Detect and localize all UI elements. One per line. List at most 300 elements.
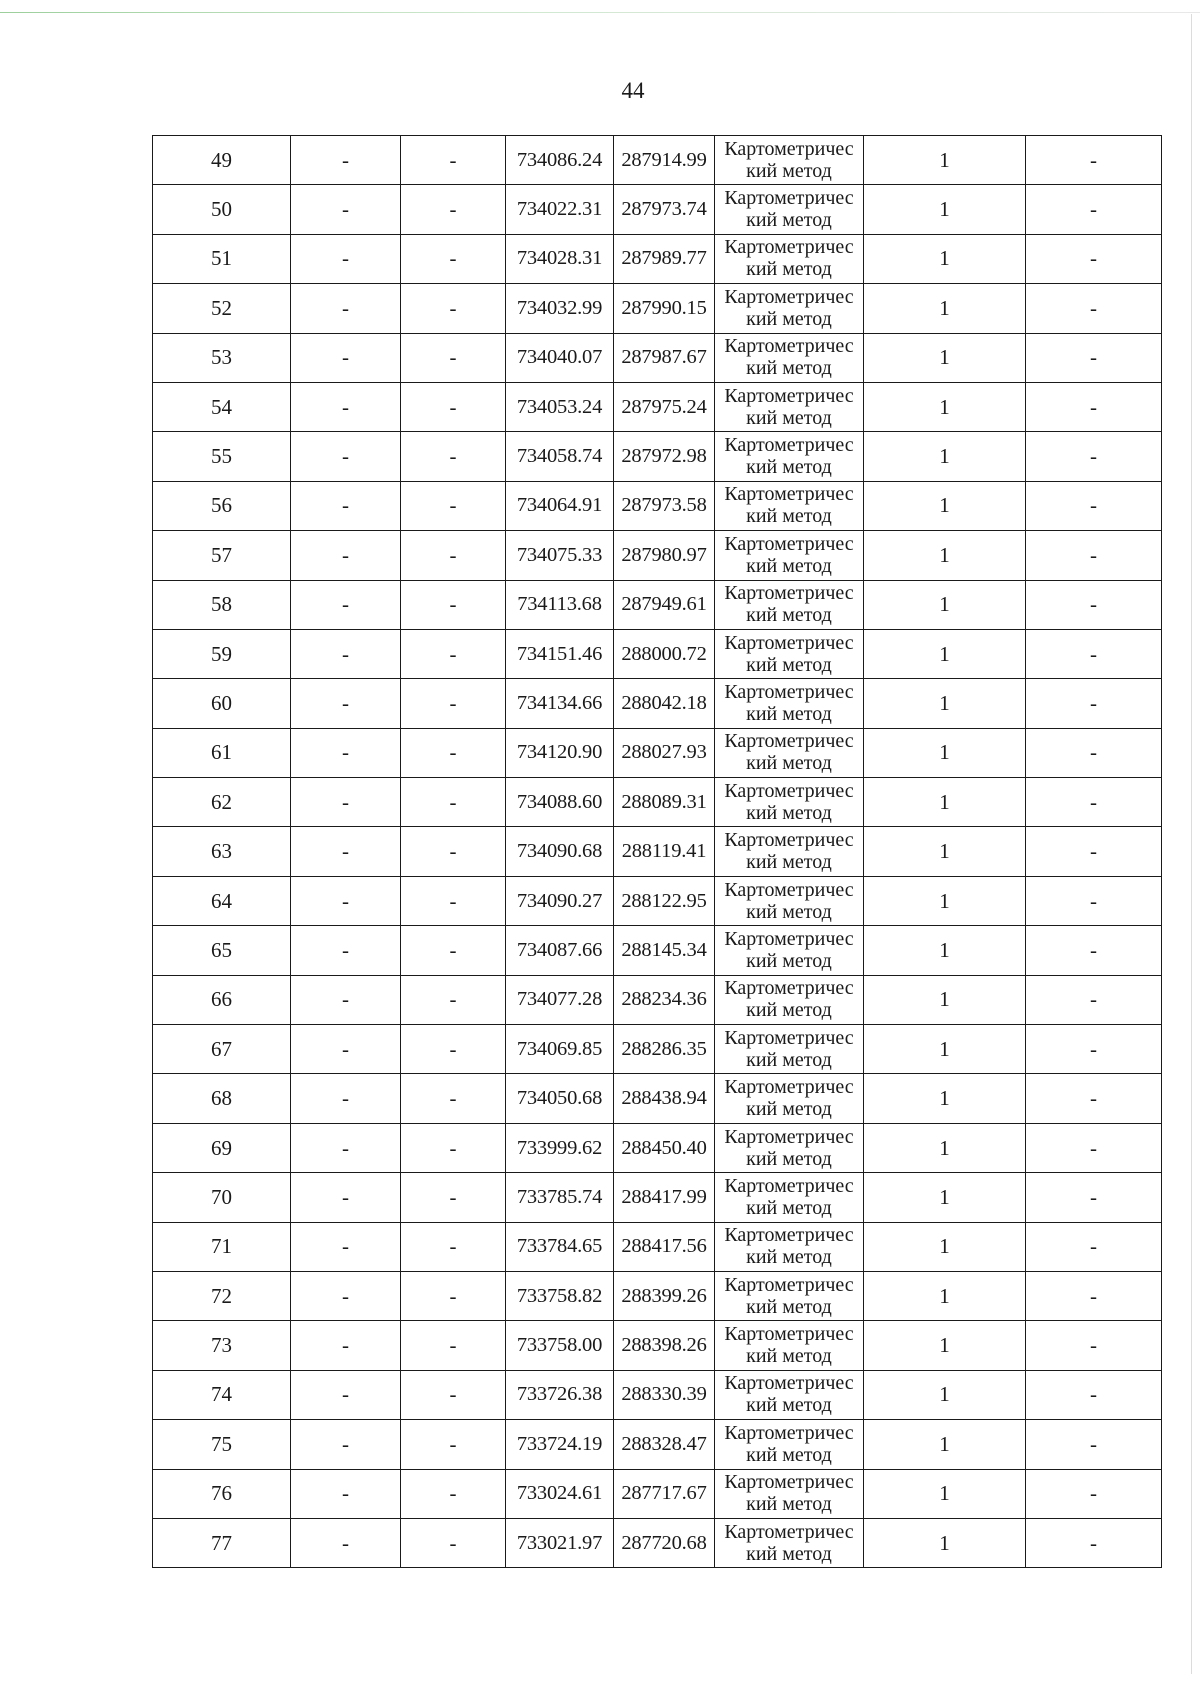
x-coordinate-cell: 734151.46	[506, 629, 614, 678]
point-number-cell: 68	[153, 1074, 291, 1123]
method-cell	[715, 1271, 864, 1320]
dash-cell: -	[291, 778, 401, 827]
method-line-2: кий метод	[746, 1048, 832, 1071]
y-coordinate-cell: 288042.18	[614, 679, 715, 728]
dash-cell: -	[291, 1469, 401, 1518]
dash-cell: -	[1026, 827, 1162, 876]
accuracy-cell: 1	[864, 1321, 1026, 1370]
method-cell	[715, 136, 864, 185]
method-line-2: кий метод	[746, 604, 832, 627]
point-number-cell: 63	[153, 827, 291, 876]
y-coordinate-cell: 287949.61	[614, 580, 715, 629]
method-line-2: кий метод	[746, 999, 832, 1022]
dash-cell: -	[401, 234, 506, 283]
method-line-2: кий метод	[746, 554, 832, 577]
dash-cell: -	[401, 333, 506, 382]
table-row	[153, 1173, 1162, 1222]
method-line-1: Картометричес	[724, 631, 854, 654]
point-number-cell: 57	[153, 531, 291, 580]
table-row	[153, 1469, 1162, 1518]
accuracy-cell: 1	[864, 382, 1026, 431]
dash-cell: -	[1026, 926, 1162, 975]
point-number-cell: 70	[153, 1173, 291, 1222]
method-cell	[715, 481, 864, 530]
accuracy-cell: 1	[864, 1123, 1026, 1172]
method-line-2: кий метод	[746, 653, 832, 676]
dash-cell: -	[291, 827, 401, 876]
point-number-cell: 55	[153, 432, 291, 481]
x-coordinate-cell: 734050.68	[506, 1074, 614, 1123]
dash-cell: -	[1026, 1074, 1162, 1123]
y-coordinate-cell: 287980.97	[614, 531, 715, 580]
dash-cell: -	[401, 531, 506, 580]
x-coordinate-cell: 733758.00	[506, 1321, 614, 1370]
point-number-cell: 61	[153, 728, 291, 777]
y-coordinate-cell: 288328.47	[614, 1420, 715, 1469]
method-line-2: кий метод	[746, 801, 832, 824]
method-line-2: кий метод	[746, 456, 832, 479]
point-number-cell: 77	[153, 1518, 291, 1567]
method-cell	[715, 926, 864, 975]
dash-cell: -	[291, 136, 401, 185]
x-coordinate-cell: 734022.31	[506, 185, 614, 234]
scan-right-edge	[1191, 14, 1192, 1674]
method-line-2: кий метод	[746, 406, 832, 429]
x-coordinate-cell: 734087.66	[506, 926, 614, 975]
accuracy-cell: 1	[864, 1222, 1026, 1271]
y-coordinate-cell: 287990.15	[614, 284, 715, 333]
method-line-2: кий метод	[746, 505, 832, 528]
dash-cell: -	[401, 382, 506, 431]
point-number-cell: 49	[153, 136, 291, 185]
dash-cell: -	[291, 333, 401, 382]
y-coordinate-cell: 287989.77	[614, 234, 715, 283]
point-number-cell: 50	[153, 185, 291, 234]
method-line-2: кий метод	[746, 1493, 832, 1516]
dash-cell: -	[291, 876, 401, 925]
dash-cell: -	[291, 1123, 401, 1172]
dash-cell: -	[401, 1469, 506, 1518]
y-coordinate-cell: 287975.24	[614, 382, 715, 431]
y-coordinate-cell: 288438.94	[614, 1074, 715, 1123]
dash-cell: -	[291, 1370, 401, 1419]
method-line-1: Картометричес	[724, 829, 854, 852]
method-cell	[715, 333, 864, 382]
table-row	[153, 1074, 1162, 1123]
y-coordinate-cell: 288119.41	[614, 827, 715, 876]
method-line-2: кий метод	[746, 851, 832, 874]
point-number-cell: 75	[153, 1420, 291, 1469]
x-coordinate-cell: 734058.74	[506, 432, 614, 481]
x-coordinate-cell: 734028.31	[506, 234, 614, 283]
accuracy-cell: 1	[864, 728, 1026, 777]
method-line-1: Картометричес	[724, 1372, 854, 1395]
dash-cell: -	[291, 975, 401, 1024]
x-coordinate-cell: 734064.91	[506, 481, 614, 530]
method-line-2: кий метод	[746, 1196, 832, 1219]
method-line-1: Картометричес	[724, 285, 854, 308]
coordinates-table-body	[153, 136, 1162, 1568]
y-coordinate-cell: 288234.36	[614, 975, 715, 1024]
point-number-cell: 53	[153, 333, 291, 382]
accuracy-cell: 1	[864, 432, 1026, 481]
table-row	[153, 481, 1162, 530]
method-cell	[715, 234, 864, 283]
method-cell	[715, 778, 864, 827]
method-line-1: Картометричес	[724, 977, 854, 1000]
dash-cell: -	[401, 629, 506, 678]
y-coordinate-cell: 288399.26	[614, 1271, 715, 1320]
method-line-1: Картометричес	[724, 1520, 854, 1543]
dash-cell: -	[1026, 531, 1162, 580]
table-row	[153, 136, 1162, 185]
method-line-2: кий метод	[746, 357, 832, 380]
table-row	[153, 1420, 1162, 1469]
y-coordinate-cell: 288027.93	[614, 728, 715, 777]
dash-cell: -	[401, 1420, 506, 1469]
point-number-cell: 72	[153, 1271, 291, 1320]
dash-cell: -	[291, 629, 401, 678]
point-number-cell: 65	[153, 926, 291, 975]
dash-cell: -	[1026, 1222, 1162, 1271]
method-cell	[715, 876, 864, 925]
method-line-1: Картометричес	[724, 927, 854, 950]
y-coordinate-cell: 287972.98	[614, 432, 715, 481]
method-line-1: Картометричес	[724, 1076, 854, 1099]
table-row	[153, 531, 1162, 580]
dash-cell: -	[291, 926, 401, 975]
table-row	[153, 975, 1162, 1024]
dash-cell: -	[401, 679, 506, 728]
dash-cell: -	[291, 1518, 401, 1567]
dash-cell: -	[1026, 1518, 1162, 1567]
point-number-cell: 58	[153, 580, 291, 629]
table-row	[153, 185, 1162, 234]
x-coordinate-cell: 733785.74	[506, 1173, 614, 1222]
dash-cell: -	[1026, 432, 1162, 481]
dash-cell: -	[291, 432, 401, 481]
table-row	[153, 1222, 1162, 1271]
accuracy-cell: 1	[864, 629, 1026, 678]
accuracy-cell: 1	[864, 284, 1026, 333]
method-cell	[715, 382, 864, 431]
method-line-1: Картометричес	[724, 680, 854, 703]
point-number-cell: 66	[153, 975, 291, 1024]
dash-cell: -	[401, 1271, 506, 1320]
dash-cell: -	[401, 1518, 506, 1567]
x-coordinate-cell: 734090.27	[506, 876, 614, 925]
dash-cell: -	[291, 234, 401, 283]
table-row	[153, 679, 1162, 728]
dash-cell: -	[291, 1420, 401, 1469]
dash-cell: -	[1026, 580, 1162, 629]
accuracy-cell: 1	[864, 1271, 1026, 1320]
point-number-cell: 54	[153, 382, 291, 431]
method-cell	[715, 1469, 864, 1518]
dash-cell: -	[291, 1271, 401, 1320]
point-number-cell: 56	[153, 481, 291, 530]
accuracy-cell: 1	[864, 1025, 1026, 1074]
dash-cell: -	[1026, 481, 1162, 530]
dash-cell: -	[401, 1321, 506, 1370]
accuracy-cell: 1	[864, 333, 1026, 382]
table-row	[153, 827, 1162, 876]
dash-cell: -	[291, 1074, 401, 1123]
dash-cell: -	[1026, 1469, 1162, 1518]
accuracy-cell: 1	[864, 1518, 1026, 1567]
dash-cell: -	[401, 876, 506, 925]
dash-cell: -	[1026, 876, 1162, 925]
y-coordinate-cell: 288417.56	[614, 1222, 715, 1271]
table-row	[153, 382, 1162, 431]
y-coordinate-cell: 287973.58	[614, 481, 715, 530]
table-row	[153, 1370, 1162, 1419]
method-cell	[715, 1420, 864, 1469]
table-row	[153, 778, 1162, 827]
method-cell	[715, 1173, 864, 1222]
accuracy-cell: 1	[864, 136, 1026, 185]
dash-cell: -	[291, 284, 401, 333]
y-coordinate-cell: 288145.34	[614, 926, 715, 975]
method-line-1: Картометричес	[724, 1026, 854, 1049]
method-line-1: Картометричес	[724, 483, 854, 506]
dash-cell: -	[401, 432, 506, 481]
point-number-cell: 60	[153, 679, 291, 728]
table-row	[153, 629, 1162, 678]
dash-cell: -	[291, 679, 401, 728]
dash-cell: -	[1026, 1173, 1162, 1222]
method-cell	[715, 1370, 864, 1419]
dash-cell: -	[291, 185, 401, 234]
x-coordinate-cell: 734120.90	[506, 728, 614, 777]
table-row	[153, 1123, 1162, 1172]
x-coordinate-cell: 734032.99	[506, 284, 614, 333]
method-line-1: Картометричес	[724, 1471, 854, 1494]
accuracy-cell: 1	[864, 926, 1026, 975]
point-number-cell: 71	[153, 1222, 291, 1271]
dash-cell: -	[401, 1222, 506, 1271]
accuracy-cell: 1	[864, 679, 1026, 728]
dash-cell: -	[291, 481, 401, 530]
dash-cell: -	[401, 1074, 506, 1123]
method-cell	[715, 728, 864, 777]
dash-cell: -	[1026, 1123, 1162, 1172]
point-number-cell: 67	[153, 1025, 291, 1074]
x-coordinate-cell: 734077.28	[506, 975, 614, 1024]
x-coordinate-cell: 733724.19	[506, 1420, 614, 1469]
dash-cell: -	[1026, 629, 1162, 678]
method-line-2: кий метод	[746, 900, 832, 923]
point-number-cell: 62	[153, 778, 291, 827]
method-line-1: Картометричес	[724, 137, 854, 160]
method-cell	[715, 531, 864, 580]
dash-cell: -	[401, 1123, 506, 1172]
method-line-2: кий метод	[746, 1443, 832, 1466]
method-line-2: кий метод	[746, 307, 832, 330]
y-coordinate-cell: 287973.74	[614, 185, 715, 234]
method-line-1: Картометричес	[724, 1421, 854, 1444]
method-cell	[715, 1123, 864, 1172]
method-line-2: кий метод	[746, 1542, 832, 1565]
accuracy-cell: 1	[864, 1173, 1026, 1222]
dash-cell: -	[1026, 1321, 1162, 1370]
method-line-2: кий метод	[746, 209, 832, 232]
dash-cell: -	[1026, 136, 1162, 185]
x-coordinate-cell: 733758.82	[506, 1271, 614, 1320]
method-line-2: кий метод	[746, 1394, 832, 1417]
y-coordinate-cell: 288450.40	[614, 1123, 715, 1172]
accuracy-cell: 1	[864, 1370, 1026, 1419]
dash-cell: -	[1026, 1420, 1162, 1469]
point-number-cell: 51	[153, 234, 291, 283]
dash-cell: -	[1026, 679, 1162, 728]
method-line-2: кий метод	[746, 752, 832, 775]
dash-cell: -	[401, 1025, 506, 1074]
x-coordinate-cell: 733021.97	[506, 1518, 614, 1567]
method-line-2: кий метод	[746, 1246, 832, 1269]
dash-cell: -	[1026, 333, 1162, 382]
table-row	[153, 580, 1162, 629]
y-coordinate-cell: 288000.72	[614, 629, 715, 678]
method-line-1: Картометричес	[724, 1224, 854, 1247]
dash-cell: -	[291, 382, 401, 431]
x-coordinate-cell: 734090.68	[506, 827, 614, 876]
accuracy-cell: 1	[864, 975, 1026, 1024]
method-line-2: кий метод	[746, 1147, 832, 1170]
method-line-2: кий метод	[746, 949, 832, 972]
coordinates-table	[152, 135, 1162, 1568]
accuracy-cell: 1	[864, 1074, 1026, 1123]
point-number-cell: 73	[153, 1321, 291, 1370]
method-line-2: кий метод	[746, 1345, 832, 1368]
dash-cell: -	[291, 580, 401, 629]
x-coordinate-cell: 734053.24	[506, 382, 614, 431]
dash-cell: -	[401, 136, 506, 185]
method-line-1: Картометричес	[724, 1273, 854, 1296]
method-line-1: Картометричес	[724, 532, 854, 555]
dash-cell: -	[401, 481, 506, 530]
x-coordinate-cell: 734069.85	[506, 1025, 614, 1074]
table-row	[153, 926, 1162, 975]
dash-cell: -	[401, 975, 506, 1024]
method-line-1: Картометричес	[724, 1174, 854, 1197]
page-number: 44	[621, 78, 645, 103]
dash-cell: -	[1026, 185, 1162, 234]
dash-cell: -	[401, 580, 506, 629]
dash-cell: -	[401, 1173, 506, 1222]
dash-cell: -	[1026, 728, 1162, 777]
table-row	[153, 234, 1162, 283]
method-line-1: Картометричес	[724, 335, 854, 358]
method-line-2: кий метод	[746, 159, 832, 182]
dash-cell: -	[1026, 778, 1162, 827]
method-line-2: кий метод	[746, 702, 832, 725]
accuracy-cell: 1	[864, 531, 1026, 580]
method-line-1: Картометричес	[724, 582, 854, 605]
point-number-cell: 64	[153, 876, 291, 925]
method-cell	[715, 284, 864, 333]
x-coordinate-cell: 733784.65	[506, 1222, 614, 1271]
table-row	[153, 284, 1162, 333]
dash-cell: -	[291, 728, 401, 777]
method-line-1: Картометричес	[724, 1323, 854, 1346]
point-number-cell: 69	[153, 1123, 291, 1172]
x-coordinate-cell: 734088.60	[506, 778, 614, 827]
accuracy-cell: 1	[864, 778, 1026, 827]
point-number-cell: 74	[153, 1370, 291, 1419]
dash-cell: -	[1026, 1271, 1162, 1320]
dash-cell: -	[1026, 382, 1162, 431]
table-row	[153, 432, 1162, 481]
y-coordinate-cell: 288417.99	[614, 1173, 715, 1222]
method-cell	[715, 185, 864, 234]
table-row	[153, 333, 1162, 382]
method-line-2: кий метод	[746, 1295, 832, 1318]
dash-cell: -	[401, 284, 506, 333]
y-coordinate-cell: 288330.39	[614, 1370, 715, 1419]
table-row	[153, 1321, 1162, 1370]
accuracy-cell: 1	[864, 185, 1026, 234]
dash-cell: -	[1026, 1025, 1162, 1074]
method-cell	[715, 827, 864, 876]
table-row	[153, 1025, 1162, 1074]
y-coordinate-cell: 287717.67	[614, 1469, 715, 1518]
method-line-1: Картометричес	[724, 730, 854, 753]
method-line-2: кий метод	[746, 1098, 832, 1121]
method-line-1: Картометричес	[724, 434, 854, 457]
dash-cell: -	[401, 185, 506, 234]
method-line-1: Картометричес	[724, 1125, 854, 1148]
table-row	[153, 1518, 1162, 1567]
dash-cell: -	[291, 1222, 401, 1271]
x-coordinate-cell: 734075.33	[506, 531, 614, 580]
method-line-2: кий метод	[746, 258, 832, 281]
dash-cell: -	[291, 1173, 401, 1222]
y-coordinate-cell: 287987.67	[614, 333, 715, 382]
y-coordinate-cell: 287720.68	[614, 1518, 715, 1567]
x-coordinate-cell: 733024.61	[506, 1469, 614, 1518]
dash-cell: -	[291, 1025, 401, 1074]
method-line-1: Картометричес	[724, 187, 854, 210]
method-cell	[715, 432, 864, 481]
y-coordinate-cell: 288089.31	[614, 778, 715, 827]
dash-cell: -	[1026, 234, 1162, 283]
dash-cell: -	[1026, 975, 1162, 1024]
accuracy-cell: 1	[864, 234, 1026, 283]
x-coordinate-cell: 733726.38	[506, 1370, 614, 1419]
point-number-cell: 59	[153, 629, 291, 678]
method-cell	[715, 975, 864, 1024]
y-coordinate-cell: 287914.99	[614, 136, 715, 185]
dash-cell: -	[1026, 284, 1162, 333]
dash-cell: -	[291, 531, 401, 580]
x-coordinate-cell: 734134.66	[506, 679, 614, 728]
method-line-1: Картометричес	[724, 779, 854, 802]
accuracy-cell: 1	[864, 827, 1026, 876]
dash-cell: -	[291, 1321, 401, 1370]
accuracy-cell: 1	[864, 1420, 1026, 1469]
table-row	[153, 728, 1162, 777]
method-line-1: Картометричес	[724, 384, 854, 407]
method-cell	[715, 629, 864, 678]
method-cell	[715, 1025, 864, 1074]
dash-cell: -	[401, 926, 506, 975]
accuracy-cell: 1	[864, 481, 1026, 530]
y-coordinate-cell: 288398.26	[614, 1321, 715, 1370]
scan-top-edge	[0, 12, 1200, 13]
table-row	[153, 876, 1162, 925]
method-cell	[715, 1222, 864, 1271]
